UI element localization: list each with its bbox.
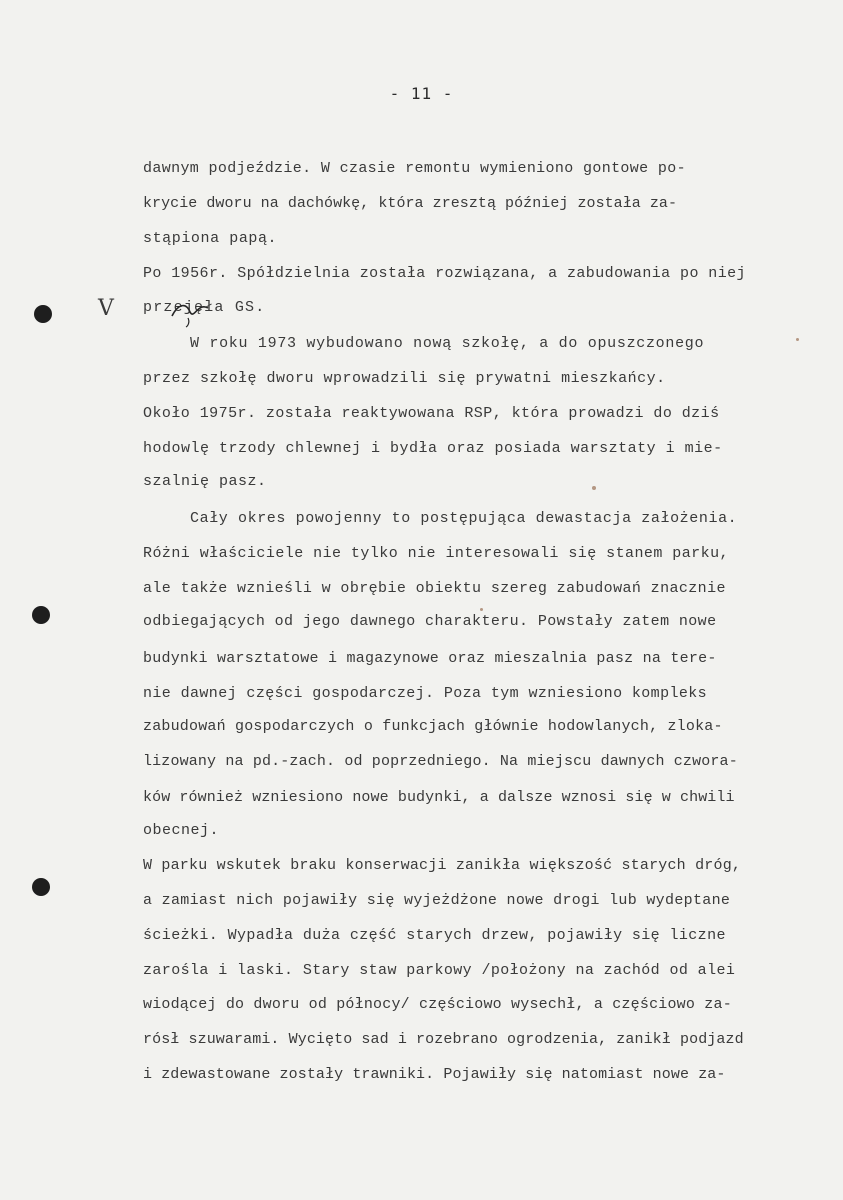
text-line: hodowlę trzody chlewnej i bydła oraz posiada warsztaty i mie- xyxy=(143,440,723,457)
punch-hole-bottom xyxy=(32,878,50,896)
text-line: zarośla i laski. Stary staw parkowy /położony na zachód od alei xyxy=(143,962,736,979)
text-line: stąpiona papą. xyxy=(143,230,278,247)
page-number: - 11 - xyxy=(389,84,454,103)
punch-hole-middle xyxy=(32,606,50,624)
text-line: dawnym podjeździe. W czasie remontu wymieniono gontowe po- xyxy=(143,160,686,177)
text-line: a zamiast nich pojawiły się wyjeżdżone nowe drogi lub wydeptane xyxy=(143,892,731,909)
handwritten-correction xyxy=(168,294,212,328)
text-line: ścieżki. Wypadła duża część starych drzew, pojawiły się liczne xyxy=(143,927,726,944)
text-line: odbiegających od jego dawnego charakteru. Powstały zatem nowe xyxy=(143,613,717,630)
text-line: ale także wznieśli w obrębie obiektu szereg zabudowań znacznie xyxy=(143,580,726,597)
text-line: Różni właściciele nie tylko nie interesowali się stanem parku, xyxy=(143,545,729,562)
margin-checkmark: V xyxy=(98,296,114,321)
text-line: W parku wskutek braku konserwacji zanikła większość starych dróg, xyxy=(143,857,742,874)
text-line: krycie dworu na dachówkę, która zresztą później została za- xyxy=(143,195,678,212)
text-line: ków również wzniesiono nowe budynki, a dalsze wznosi się w chwili xyxy=(143,789,735,806)
text-line: zabudowań gospodarczych o funkcjach głównie hodowlanych, zloka- xyxy=(143,718,723,735)
paper-spot xyxy=(480,608,483,611)
text-line: obecnej. xyxy=(143,822,220,839)
text-line: Po 1956r. Spółdzielnia została rozwiązana, a zabudowania po niej xyxy=(143,265,746,282)
punch-hole-top xyxy=(34,305,52,323)
text-line: Około 1975r. została reaktywowana RSP, która prowadzi do dziś xyxy=(143,405,720,422)
text-line: Cały okres powojenny to postępująca dewastacja założenia. xyxy=(190,510,738,527)
text-line: i zdewastowane zostały trawniki. Pojawiły się natomiast nowe za- xyxy=(143,1066,726,1083)
text-line: przejęła GS. xyxy=(143,299,266,316)
paper-spot xyxy=(592,486,596,490)
text-line: szalnię pasz. xyxy=(143,473,267,490)
text-line: przez szkołę dworu wprowadzili się prywatni mieszkańcy. xyxy=(143,370,666,387)
text-line: wiodącej do dworu od północy/ częściowo wysechł, a częściowo za- xyxy=(143,996,732,1013)
text-line: lizowany na pd.-zach. od poprzedniego. Na miejscu dawnych czwora- xyxy=(143,753,738,770)
text-line: rósł szuwarami. Wycięto sad i rozebrano ogrodzenia, zanikł podjazd xyxy=(143,1031,744,1048)
text-line: nie dawnej części gospodarczej. Poza tym wzniesiono kompleks xyxy=(143,685,708,702)
paper-spot xyxy=(796,338,799,341)
text-line: budynki warsztatowe i magazynowe oraz mieszalnia pasz na tere- xyxy=(143,650,717,667)
text-line: W roku 1973 wybudowano nową szkołę, a do opuszczonego xyxy=(190,335,705,352)
